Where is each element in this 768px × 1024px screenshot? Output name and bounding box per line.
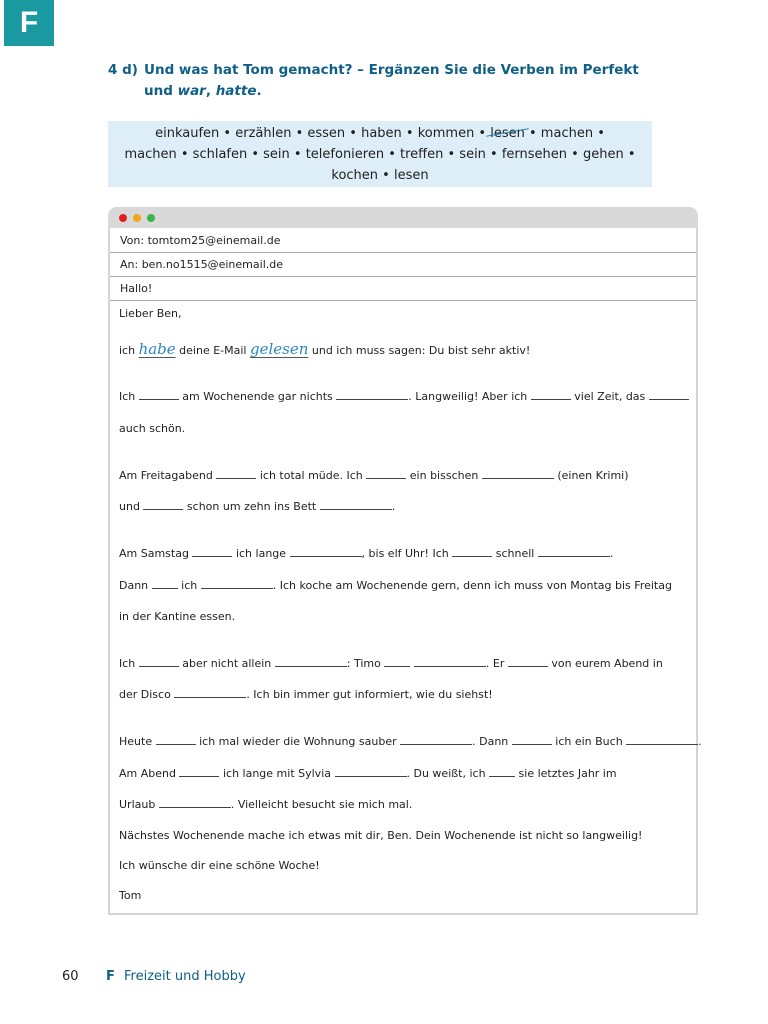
text-line: Urlaub . Vielleicht besucht sie mich mal. [119, 798, 413, 811]
blank-gap [139, 657, 179, 667]
minimize-dot-icon [133, 214, 141, 222]
blank-gap [336, 390, 408, 400]
maximize-dot-icon [147, 214, 155, 222]
text-line: auch schön. [119, 422, 186, 435]
blank-gap [452, 547, 492, 557]
text-line: Ich aber nicht allein : Timo . Er von eurem Abend in [119, 657, 663, 670]
footer-chapter-title: Freizeit und Hobby [124, 969, 246, 984]
crossed-out-verb: lesen [490, 123, 525, 144]
email-greeting: Lieber Ben, [119, 307, 182, 320]
email-signature: Tom [119, 889, 142, 902]
task-war: war [177, 83, 206, 99]
blank-gap [152, 579, 178, 589]
blank-gap [179, 767, 219, 777]
blank-gap [489, 767, 515, 777]
blank-gap [192, 547, 232, 557]
task-line-1: Und was hat Tom gemacht? – Ergänzen Sie die Verben im Perfekt [144, 62, 639, 78]
footer-chapter-letter: F [106, 969, 115, 984]
verb-box [108, 121, 652, 187]
text-line: Dann ich . Ich koche am Wochenende gern, denn ich muss von Montag bis Freitag [119, 579, 672, 592]
blank-gap [649, 390, 689, 400]
email-from: Von: tomtom25@einemail.de [110, 229, 696, 253]
text-line: Am Abend ich lange mit Sylvia . Du weißt, ich sie letztes Jahr im [119, 767, 617, 780]
text-line: Ich wünsche dir eine schöne Woche! [119, 859, 320, 872]
window-titlebar [108, 207, 698, 228]
blank-gap [400, 735, 472, 745]
task-number: 4 d) [108, 62, 138, 78]
blank-gap [275, 657, 347, 667]
text-line: Am Samstag ich lange , bis elf Uhr! Ich schnell . [119, 547, 614, 560]
blank-gap [531, 390, 571, 400]
email-to: An: ben.no1515@einemail.de [110, 253, 696, 277]
example-line: ich habe deine E-Mail gelesen und ich muss sagen: Du bist sehr aktiv! [119, 340, 531, 358]
blank-gap [139, 390, 179, 400]
text-line: Ich am Wochenende gar nichts . Langweilig! Aber ich viel Zeit, das [119, 390, 689, 403]
blank-gap [512, 735, 552, 745]
page-number: 60 [62, 969, 79, 984]
blank-gap [626, 735, 698, 745]
verb-row-3: kochen • lesen [331, 168, 429, 183]
blank-gap [508, 657, 548, 667]
text-line: Heute ich mal wieder die Wohnung sauber . Dann ich ein Buch . [119, 735, 702, 748]
verb-row-1: einkaufen • erzählen • essen • haben • kommen • lesen • machen • [108, 123, 652, 144]
chapter-tab: F [4, 0, 54, 46]
blank-gap [320, 500, 392, 510]
task-heading: 4 d) Und was hat Tom gemacht? – Ergänzen Sie die Verben im Perfekt und war, hatte. [108, 62, 639, 99]
text-line: in der Kantine essen. [119, 610, 236, 623]
blank-gap [156, 735, 196, 745]
blank-gap [482, 469, 554, 479]
verb-row-2: machen • schlafen • sein • telefonieren • treffen • sein • fernsehen • gehen • [124, 147, 636, 162]
handwritten-answer: gelesen [249, 340, 309, 358]
blank-gap [538, 547, 610, 557]
text-line: und schon um zehn ins Bett . [119, 500, 396, 513]
close-dot-icon [119, 214, 127, 222]
text-line: der Disco . Ich bin immer gut informiert, wie du siehst! [119, 688, 493, 701]
email-subject: Hallo! [110, 277, 696, 301]
blank-gap [290, 547, 362, 557]
blank-gap [366, 469, 406, 479]
blank-gap [159, 798, 231, 808]
handwritten-answer: habe [138, 340, 176, 358]
blank-gap [335, 767, 407, 777]
task-hatte: hatte [215, 83, 257, 99]
blank-gap [414, 657, 486, 667]
blank-gap [384, 657, 410, 667]
blank-gap [174, 688, 246, 698]
blank-gap [216, 469, 256, 479]
text-line: Nächstes Wochenende mache ich etwas mit dir, Ben. Dein Wochenende ist nicht so langweilig! [119, 829, 643, 842]
blank-gap [143, 500, 183, 510]
text-line: Am Freitagabend ich total müde. Ich ein bisschen (einen Krimi) [119, 469, 629, 482]
blank-gap [201, 579, 273, 589]
